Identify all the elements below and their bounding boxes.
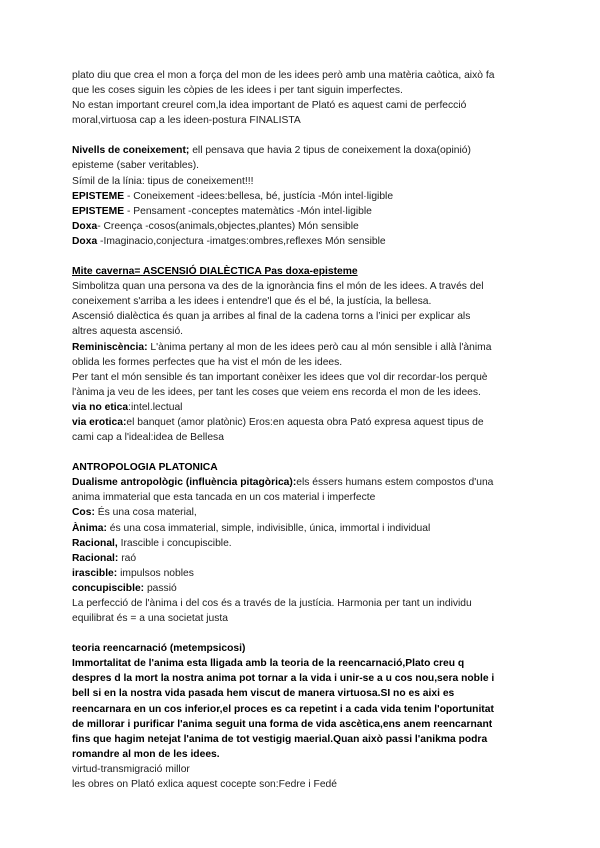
reencarnacio-bold-line: de millorar i purificar l'anima seguit una forma de vida ascètica,ens anem reencarnant (72, 718, 493, 730)
nivells-row-label: Doxa (72, 235, 98, 247)
reencarnacio-line: virtud-transmigració millor (72, 763, 190, 775)
irascible-text: impulsos nobles (117, 567, 194, 579)
dualisme-text: els éssers humans estem compostos d'una (296, 477, 494, 489)
reencarnacio-bold-line: bell si en la nostra vida pasada hem viscut de manera virtuosa.SI no es aixi es (72, 688, 455, 700)
anima-line (72, 521, 530, 536)
mite-section (72, 264, 530, 445)
nivells-intro-line (72, 143, 530, 158)
antropologia-line: La perfecció de l'ànima i del cos és a través de la justícia. Harmonia per tant un individu (72, 598, 472, 609)
mite-line: coneixement s'arriba a les idees i entendre'l que és el bé, la justícia, la bellesa. (72, 296, 432, 308)
nivells-intro-text: ell pensava que havia 2 tipus de coneixement la doxa(opinió) (189, 145, 471, 157)
via-erotica-label: via erotica: (72, 416, 127, 428)
nivells-row (72, 204, 530, 219)
reencarnacio-section (72, 641, 530, 792)
mite-line: Per tant el món sensible és tan important conèixer les idees que vol dir recordar-los perquè (72, 371, 488, 383)
mite-line: l'ànima ja veu de les idees, per tant les coses que veiem ens recorda el mon de les idees. (72, 386, 481, 398)
nivells-row (72, 234, 530, 249)
irascible-label: irascible: (72, 567, 118, 579)
concupiscible-text: passió (144, 582, 177, 594)
section-gap (72, 249, 530, 264)
dualisme-line (72, 475, 530, 490)
concupiscible-line (72, 581, 530, 596)
intro-line: moral,virtuosa cap a les ideen-postura FINALISTA (72, 115, 301, 127)
reencarnacio-bold-line: fins que hagim netejat l'anima de tot vestigig maerial.Quan això passi l'anikma podra (72, 733, 488, 745)
cos-label: Cos: (72, 507, 95, 519)
reencarnacio-bold-line: despres d la mort la nostra anima pot tornar a la vida i unir-se a u cos nou,sera noble i (72, 673, 495, 685)
antropologia-heading: ANTROPOLOGIA PLATONICA (72, 462, 218, 474)
reencarnacio-heading: teoria reencarnació (metempsicosi) (72, 643, 246, 655)
intro-line: que les coses siguin les còpies de les idees i per tant siguin imperfectes. (72, 85, 403, 97)
via-erotica-line (72, 415, 530, 430)
mite-line: Ascensió dialèctica és quan ja arribes al final de la cadena torns a l’inici per explicar als (72, 311, 471, 323)
intro-section (72, 68, 530, 128)
reencarnacio-bold-line: romandre al mon de les idees. (72, 748, 220, 760)
mite-line: Simbolitza quan una persona va des de la ignorància fins el món de les idees. A través del (72, 281, 484, 293)
nivells-row-label: EPISTEME (72, 190, 125, 202)
racional-text: Irascible i concupiscible. (117, 537, 232, 549)
nivells-section (72, 143, 530, 249)
mite-heading: Mite caverna= ASCENSIÓ DIALÈCTICA Pas doxa-episteme (72, 266, 358, 278)
reencarnacio-bold-line: reencarnara en un cos inferior,el proces es ca repetint i a cada vida tenim l'oportunitat (72, 703, 494, 715)
via-noetica-line (72, 400, 530, 415)
nivells-row (72, 219, 530, 234)
intro-line: No estan important creurel com,la idea important de Plató es aquest cami de perfecció (72, 100, 467, 112)
via-noetica-label: via no etica (72, 401, 129, 413)
nivells-row (72, 189, 530, 204)
section-gap (72, 128, 530, 143)
nivells-line: Símil de la línia: tipus de coneixement!!! (72, 175, 254, 187)
nivells-row-text: -Imaginacio,conjectura -imatges:ombres,reflexes Món sensible (97, 235, 386, 247)
concupiscible-label: concupiscible: (72, 582, 145, 594)
nivells-row-label: EPISTEME (72, 205, 125, 217)
cos-text: És una cosa material, (94, 507, 197, 519)
via-erotica-text: el banquet (amor platònic) Eros:en aquesta obra Pató expresa aquest tipus de (126, 416, 484, 428)
nivells-row-text: - Creença -cosos(animals,objectes,plantes) Món sensible (97, 220, 359, 232)
reminiscencia-label: Reminiscència: (72, 341, 148, 353)
via-noetica-text: :intel.lectual (128, 401, 183, 413)
reminiscencia-line (72, 340, 530, 355)
cos-line (72, 505, 530, 520)
racional-text: raó (118, 552, 137, 564)
intro-line: plato diu que crea el mon a força del mon de les idees però amb una matèria caòtica, això fa (72, 70, 495, 81)
anima-label: Ànima: (72, 522, 107, 534)
mite-line: altres aquesta ascensió. (72, 326, 184, 338)
racional-line (72, 536, 530, 551)
nivells-heading: Nivells de coneixement; (72, 145, 190, 157)
irascible-line (72, 566, 530, 581)
section-gap (72, 626, 530, 641)
racional-label: Racional, (72, 537, 118, 549)
reencarnacio-bold-line: Immortalitat de l'anima esta lligada amb la teoria de la reencarnació,Plato creu q (72, 658, 465, 670)
nivells-row-text: - Pensament -conceptes matemàtics -Món intel·ligible (124, 205, 372, 217)
anima-text: és una cosa immaterial, simple, indivisiblle, única, immortal i individual (106, 522, 431, 534)
dualisme-label: Dualisme antropològic (influència pitagòrica): (72, 477, 297, 489)
mite-line: cami cap a l'ideal:idea de Bellesa (72, 432, 224, 444)
racional-label: Racional: (72, 552, 119, 564)
section-gap (72, 445, 530, 460)
nivells-line: episteme (saber veritables). (72, 160, 200, 172)
antropologia-line: equilibrat és = a una societat justa (72, 613, 228, 625)
racional-line (72, 551, 530, 566)
reminiscencia-text: L'ànima pertany al mon de les idees però cau al món sensible i allà l'ànima (147, 341, 492, 353)
nivells-row-label: Doxa (72, 220, 98, 232)
antropologia-section (72, 460, 530, 626)
reencarnacio-line: les obres on Plató exlica aquest cocepte son:Fedre i Fedé (72, 779, 338, 791)
nivells-row-text: - Coneixement -idees:bellesa, bé, justícia -Món intel·ligible (124, 190, 394, 202)
mite-line: oblida les formes perfectes que ha vist el món de les idees. (72, 356, 343, 368)
antropologia-line: anima immaterial que esta tancada en un cos material i imperfecte (72, 492, 376, 504)
